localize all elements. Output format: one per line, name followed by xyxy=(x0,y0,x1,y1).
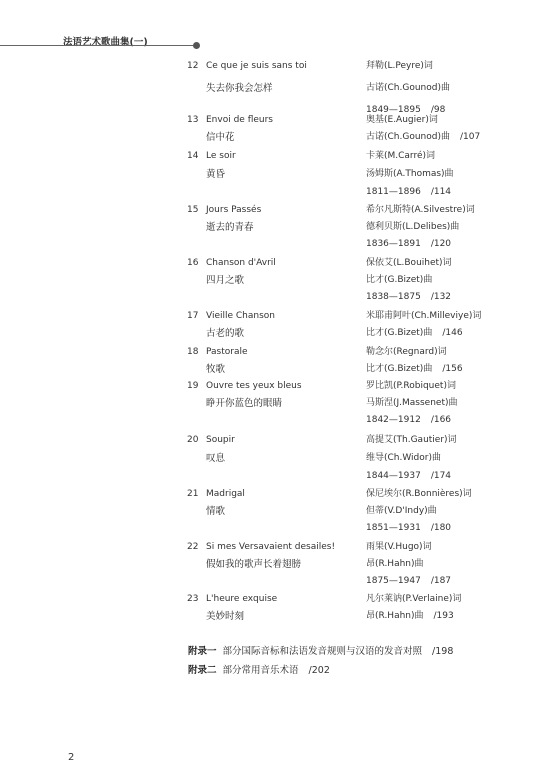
song-title-zh: 美妙时刻 xyxy=(206,611,245,622)
composer-dates: 1811—1896 xyxy=(366,187,421,197)
song-title-fr: Le soir xyxy=(206,151,236,161)
composer-dates-line xyxy=(366,522,451,535)
lyricist: 希尔凡斯特(A.Silvestre)词 xyxy=(366,205,475,215)
lyricist: 勒念尔(Regnard)词 xyxy=(366,347,447,357)
lyricist: 凡尔莱讷(P.Verlaine)词 xyxy=(366,594,462,604)
song-title-fr: Ouvre tes yeux bleus xyxy=(206,381,302,391)
toc-entry xyxy=(0,593,560,637)
header-dot xyxy=(193,42,200,49)
composer: 德利贝斯(L.Delibes)曲 xyxy=(366,222,460,232)
lyricist: 罗比凯(P.Robiquet)词 xyxy=(366,381,456,391)
appendix-item xyxy=(188,664,330,677)
song-number: 21 xyxy=(187,489,199,499)
page-ref: /193 xyxy=(433,611,454,621)
page-ref: /107 xyxy=(459,132,481,142)
composer: 古诺(Ch.Gounod)曲 xyxy=(366,83,450,93)
song-number: 20 xyxy=(187,435,199,445)
composer: 比才(G.Bizet)曲 xyxy=(366,328,433,338)
composer: 比才(G.Bizet)曲 xyxy=(366,364,433,374)
composer-line xyxy=(366,610,454,623)
composer: 昂(R.Hahn)曲 xyxy=(366,611,424,621)
song-title-fr: Envoi de fleurs xyxy=(206,115,273,125)
song-number: 16 xyxy=(187,258,199,268)
composer-dates-line xyxy=(366,575,451,588)
lyricist: 雨果(V.Hugo)词 xyxy=(366,542,432,552)
page-ref: /98 xyxy=(430,105,446,115)
song-title-fr: Pastorale xyxy=(206,347,248,357)
song-title-zh: 黄昏 xyxy=(206,169,226,180)
song-title-fr: Soupir xyxy=(206,435,235,445)
song-title-fr: Vieille Chanson xyxy=(206,311,276,321)
composer-dates: 1844—1937 xyxy=(366,471,421,481)
composer-dates-line xyxy=(366,470,451,483)
page-ref: /174 xyxy=(430,471,452,481)
song-title-zh: 失去你我会怎样 xyxy=(206,83,273,94)
song-number: 15 xyxy=(187,205,199,215)
song-number: 23 xyxy=(187,594,199,604)
composer: 维导(Ch.Widor)曲 xyxy=(366,453,441,463)
song-title-fr: Madrigal xyxy=(206,489,245,499)
song-title-zh: 情歌 xyxy=(206,506,226,517)
composer-line xyxy=(366,327,463,340)
appendix-label: 附录一 xyxy=(188,646,217,657)
composer-line xyxy=(366,131,480,144)
song-title-zh: 假如我的歌声长着翅膀 xyxy=(206,559,302,570)
lyricist: 保尼埃尔(R.Bonnières)词 xyxy=(366,489,472,499)
page-number: 2 xyxy=(68,752,75,763)
appendix-title: 部分常用音乐术语 xyxy=(222,665,299,676)
page-ref: /114 xyxy=(430,187,452,197)
song-number: 22 xyxy=(187,542,199,552)
song-number: 13 xyxy=(187,115,199,125)
lyricist: 卡莱(M.Carré)词 xyxy=(366,151,436,161)
song-title-fr: Jours Passés xyxy=(206,205,262,215)
composer-dates-line xyxy=(366,414,451,427)
composer-line xyxy=(366,363,463,376)
song-title-fr: L'heure exquise xyxy=(206,594,278,604)
song-number: 19 xyxy=(187,381,199,391)
song-number: 17 xyxy=(187,311,199,321)
song-title-fr: Si mes Versavaient desailes! xyxy=(206,542,336,552)
composer-dates: 1875—1947 xyxy=(366,576,421,586)
composer-dates: 1838—1875 xyxy=(366,292,421,302)
page-ref: /180 xyxy=(430,523,452,533)
composer: 古诺(Ch.Gounod)曲 xyxy=(366,132,450,142)
composer-dates: 1842—1912 xyxy=(366,415,421,425)
composer-dates-line xyxy=(366,186,451,199)
song-title-zh: 信中花 xyxy=(206,132,235,143)
page-ref: /202 xyxy=(308,665,330,676)
song-title-zh: 叹息 xyxy=(206,453,226,464)
page-ref: /166 xyxy=(430,415,452,425)
song-title-zh: 四月之歌 xyxy=(206,275,245,286)
song-title-zh: 睁开你蓝色的眼睛 xyxy=(206,398,283,409)
lyricist: 米耶甫阿叶(Ch.Milleviye)词 xyxy=(366,311,482,321)
composer: 比才(G.Bizet)曲 xyxy=(366,275,433,285)
page-ref: /156 xyxy=(442,364,463,374)
composer: 汤姆斯(A.Thomas)曲 xyxy=(366,169,454,179)
page-ref: /132 xyxy=(430,292,452,302)
header-title: 法语艺术歌曲集(一) xyxy=(63,37,148,48)
song-title-zh: 逝去的青春 xyxy=(206,222,254,233)
appendix-item xyxy=(188,645,453,658)
song-title-zh: 牧歌 xyxy=(206,364,226,375)
composer: 昂(R.Hahn)曲 xyxy=(366,559,424,569)
song-number: 14 xyxy=(187,151,199,161)
song-number: 12 xyxy=(187,61,199,71)
song-title-fr: Chanson d'Avril xyxy=(206,258,276,268)
page-ref: /146 xyxy=(442,328,463,338)
lyricist: 奥基(E.Augier)词 xyxy=(366,115,438,125)
composer-dates-line xyxy=(366,291,451,304)
header-rule xyxy=(0,45,196,46)
lyricist: 拜勒(L.Peyre)词 xyxy=(366,61,433,71)
composer-dates: 1849—1895 xyxy=(366,105,421,115)
song-title-zh: 古老的歌 xyxy=(206,328,245,339)
song-title-fr: Ce que je suis sans toi xyxy=(206,61,307,71)
composer: 马斯涅(J.Massenet)曲 xyxy=(366,398,458,408)
page-ref: /120 xyxy=(430,239,452,249)
composer-dates-line xyxy=(366,238,451,251)
appendix-title: 部分国际音标和法语发音规则与汉语的发音对照 xyxy=(222,646,423,657)
lyricist: 保依艾(L.Bouihet)词 xyxy=(366,258,452,268)
appendix-label: 附录二 xyxy=(188,665,217,676)
composer-dates: 1851—1931 xyxy=(366,523,421,533)
page-ref: /187 xyxy=(430,576,452,586)
page-ref: /198 xyxy=(432,646,454,657)
song-number: 18 xyxy=(187,347,199,357)
composer-dates: 1836—1891 xyxy=(366,239,421,249)
lyricist: 高提艾(Th.Gautier)词 xyxy=(366,435,457,445)
composer: 但蒂(V.D'Indy)曲 xyxy=(366,506,437,516)
